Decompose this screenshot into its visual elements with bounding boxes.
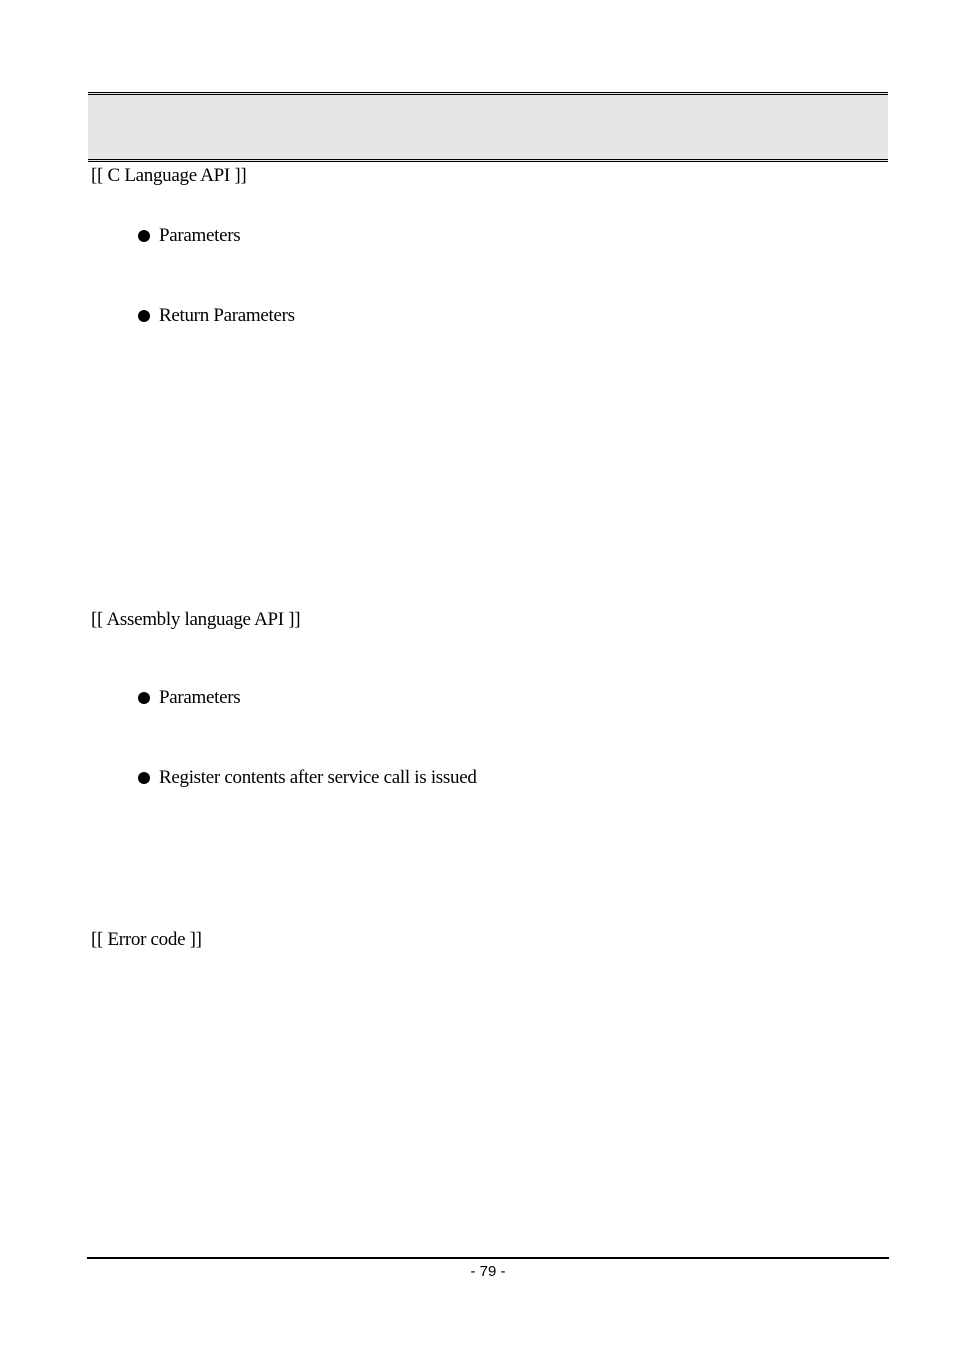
bullet-label: Return Parameters	[159, 305, 295, 326]
page-number: - 79 -	[470, 1263, 506, 1280]
section-heading-assembly-api: [[ Assembly language API ]]	[91, 609, 301, 630]
footer-rule	[87, 1257, 889, 1259]
section-heading-c-api: [[ C Language API ]]	[91, 165, 247, 186]
bullet-icon	[138, 772, 150, 784]
bullet-label: Register contents after service call is issued	[159, 767, 477, 788]
bullet-item-return-parameters	[138, 305, 295, 327]
bullet-item-parameters	[138, 225, 240, 247]
bullet-icon	[138, 230, 150, 242]
section-heading-error-code: [[ Error code ]]	[91, 929, 202, 950]
bullet-icon	[138, 310, 150, 322]
bullet-label: Parameters	[159, 687, 241, 708]
bullet-label: Parameters	[159, 225, 241, 246]
bullet-item-asm-parameters	[138, 687, 240, 709]
bullet-icon	[138, 692, 150, 704]
bullet-item-register-contents	[138, 767, 477, 789]
page-title-band	[88, 92, 888, 162]
